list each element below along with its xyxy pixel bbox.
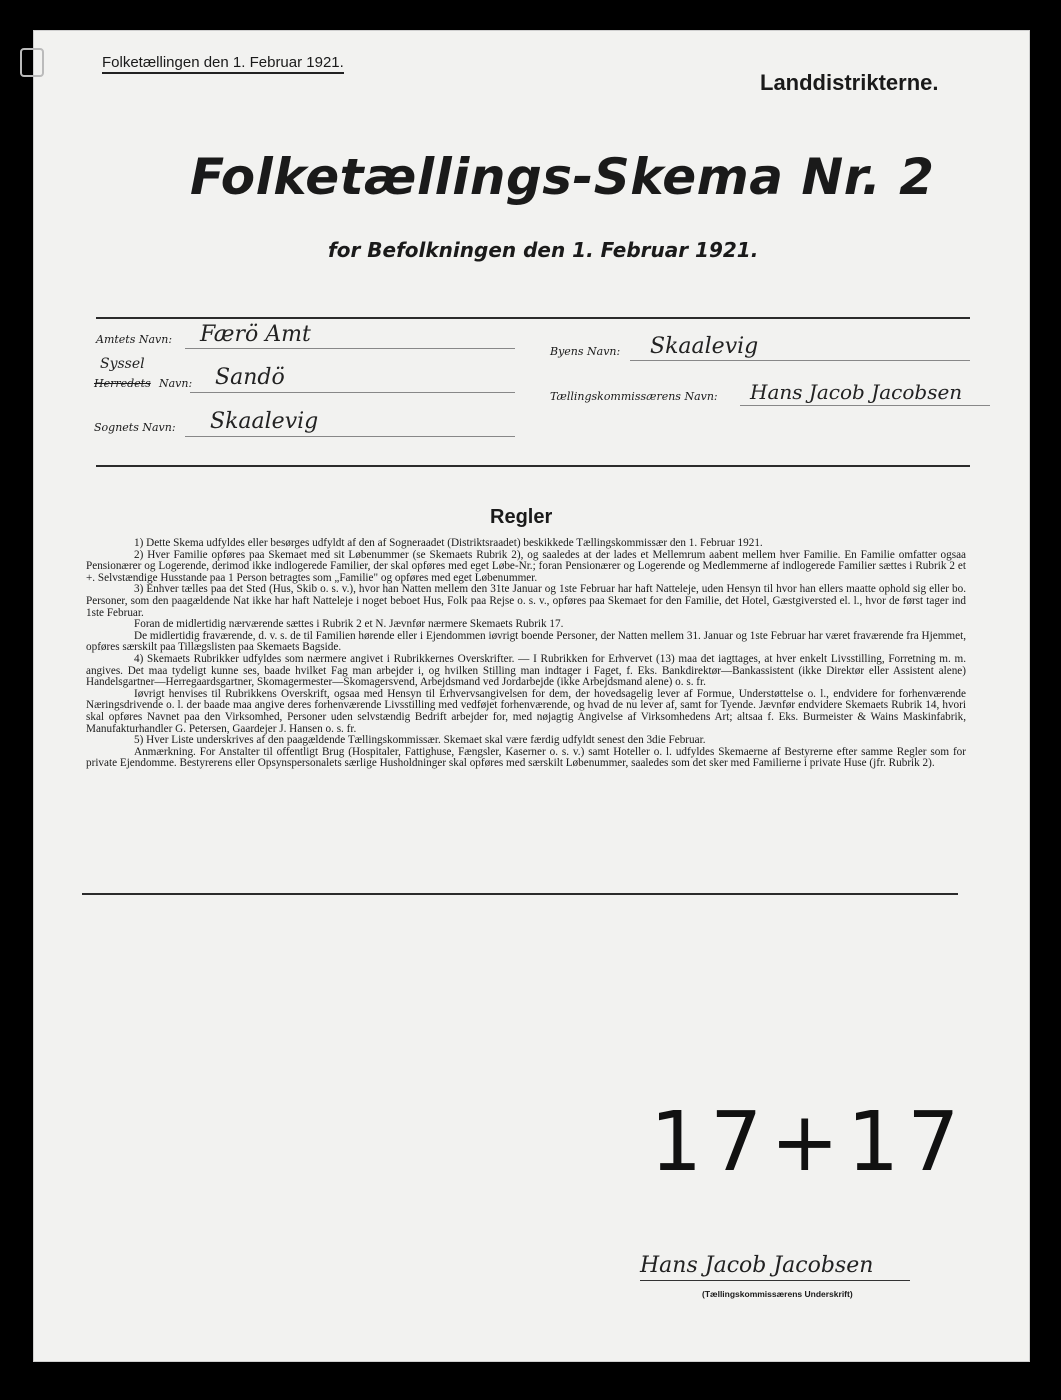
- sogn-value: Skaalevig: [210, 409, 319, 434]
- rule-paragraph-3b: Foran de midlertidig nærværende sættes i Rubrik 2 et N. Jævnfør nærmere Skemaets Rubrik 17.: [134, 618, 564, 631]
- sogn-label: Sognets Navn:: [94, 421, 176, 434]
- signature-line: [640, 1280, 910, 1281]
- form-subtitle: for Befolkningen den 1. Februar 1921.: [328, 238, 759, 262]
- bottom-divider-line: [82, 893, 958, 895]
- rule-paragraph-3: 3) Enhver tælles paa det Sted (Hus, Skib o. s. v.), hvor han Natten mellem den 31te Januar og 1ste Februar har haft Natteleje, uden Hensyn til hvor han ellers maatte ophold sig eller bo. Personer, som den paagældende Nat ikke har haft Natteleje i noget beboet Hus, Folk paa Rejse o. s. v., opføres paa Skemaet for den Familie, det Hotel, Gæstgiversted el. l., hvor de først tager ind 1ste Februar.: [86, 583, 966, 619]
- rule-paragraph-2: 2) Hver Familie opføres paa Skemaet med sit Løbenummer (se Skemaets Rubrik 2), og saaledes at der lades et Mellemrum aabent mellem hver Familie. En Familie omfatter ogsaa Pensionærer og Logerende, derimod ikke indlogerede Familier, der skal opføres med eget Løbe-Nr.; foran Pensionærer og Logerende og Medlemmerne af indlogerede Familier sættes i Rubrik 2 et +. Selvstændige Husstande paa 1 Person betragtes som „Familie" og opføres med eget Løbenummer.: [86, 548, 966, 584]
- herred-value: Sandö: [215, 365, 285, 390]
- amt-field-line: [185, 348, 515, 349]
- amt-label: Amtets Navn:: [96, 333, 173, 346]
- by-field-line: [630, 360, 970, 361]
- handwritten-tally: 17+17: [650, 1095, 968, 1190]
- herred-label: Navn:: [159, 377, 193, 390]
- header-district-type: Landdistrikterne.: [760, 70, 939, 95]
- rule-paragraph-5: 5) Hver Liste underskrives af den paagældende Tællingskommissær. Skemaet skal være færdig udfyldt senest den 3die Februar.: [134, 734, 706, 747]
- rule-paragraph-1: 1) Dette Skema udfyldes eller besørges udfyldt af den af Sogneraadet (Distriktsraadet) beskikkede Tællingskommissær den 1. Februar 1921.: [134, 537, 763, 549]
- amt-value: Færö Amt: [200, 322, 311, 347]
- punch-hole-mark: [20, 48, 44, 77]
- form-title: Folketællings-Skema Nr. 2: [190, 148, 935, 206]
- herred-label-struck: Herredets: [94, 377, 151, 390]
- herred-correction: Syssel: [100, 356, 145, 372]
- rule-paragraph-4b: Iøvrigt henvises til Rubrikkens Overskrift, ogsaa med Hensyn til Erhvervsangivelsen for dem, der hovedsagelig lever af Formue, Understøttelse o. l., endvidere for forhenværende Næringsdrivende o. l. der baade maa angive deres forhenværende Livsstilling med vedføjet forhenværende, og hvad de nu lever af, samt for Tyende. Jævnfør endvidere Skemaets Rubrik 14, hvori skal opføres Navnet paa den Virksomhed, Personer uden selvstændig Bedrift arbejder for, med nøjagtig Angivelse af Virksomhedens Art; altsaa f. Eks. Burmeister & Wains Maskinfabrik, Manufakturhandler G. Petersen, Gaardejer J. Hansen o. s. fr.: [86, 687, 966, 735]
- sogn-field-line: [185, 436, 515, 437]
- rule-annotation: Anmærkning. For Anstalter til offentligt Brug (Hospitaler, Fattighuse, Fængsler, Kaserner o. s. v.) samt Hoteller o. l. udfyldes Skemaerne af Bestyrerne efter samme Regler som for private Ejendomme. Bestyrerens eller Opsynspersonalets særlige Husholdninger skal opføres med særskilt Løbenummer, saaledes som det sker med Familierne i private Huse (jfr. Rubrik 2).: [86, 745, 966, 770]
- signature: Hans Jacob Jacobsen: [640, 1253, 874, 1278]
- by-label: Byens Navn:: [550, 345, 621, 358]
- kommissaer-label: Tællingskommissærens Navn:: [550, 390, 718, 403]
- top-divider-line: [96, 317, 970, 319]
- by-value: Skaalevig: [650, 334, 759, 359]
- herred-field-line: [190, 392, 515, 393]
- rule-paragraph-4: 4) Skemaets Rubrikker udfyldes som nærmere angivet i Rubrikkernes Overskrifter. — I Rubrikken for Erhvervet (13) maa det iagttages, at hver enkelt Livsstilling, Forretning m. m. angives. Det maa tydeligt kunne ses, baade hvilket Fag man arbejder i, og hvilken Stilling man indtager i Faget, f. Eks. Bankdirektør—Bankassistent (ikke Direktør eller Assistent alene) Handelsgartner—Herregaardsgartner, Skomagermester—Skomagersvend, Arbejdsmand ved Jordarbejde (ikke Arbejdsmand alene) o. s. fr.: [86, 652, 966, 689]
- kommissaer-value: Hans Jacob Jacobsen: [750, 380, 963, 404]
- header-census-date: Folketællingen den 1. Februar 1921.: [102, 54, 344, 74]
- rules-text-block: [86, 538, 966, 770]
- signature-caption: (Tællingskommissærens Underskrift): [702, 1289, 853, 1299]
- middle-divider-line: [96, 465, 970, 467]
- kommissaer-field-line: [740, 405, 990, 406]
- rule-paragraph-3c: De midlertidig fraværende, d. v. s. de til Familien hørende eller i Ejendommen iøvrigt boende Personer, der Natten mellem 31. Januar og 1ste Februar har været fraværende fra Hjemmet, opføres særskilt paa Tillægslisten paa Skemaets Bagside.: [86, 629, 966, 654]
- rules-heading: Regler: [490, 506, 553, 528]
